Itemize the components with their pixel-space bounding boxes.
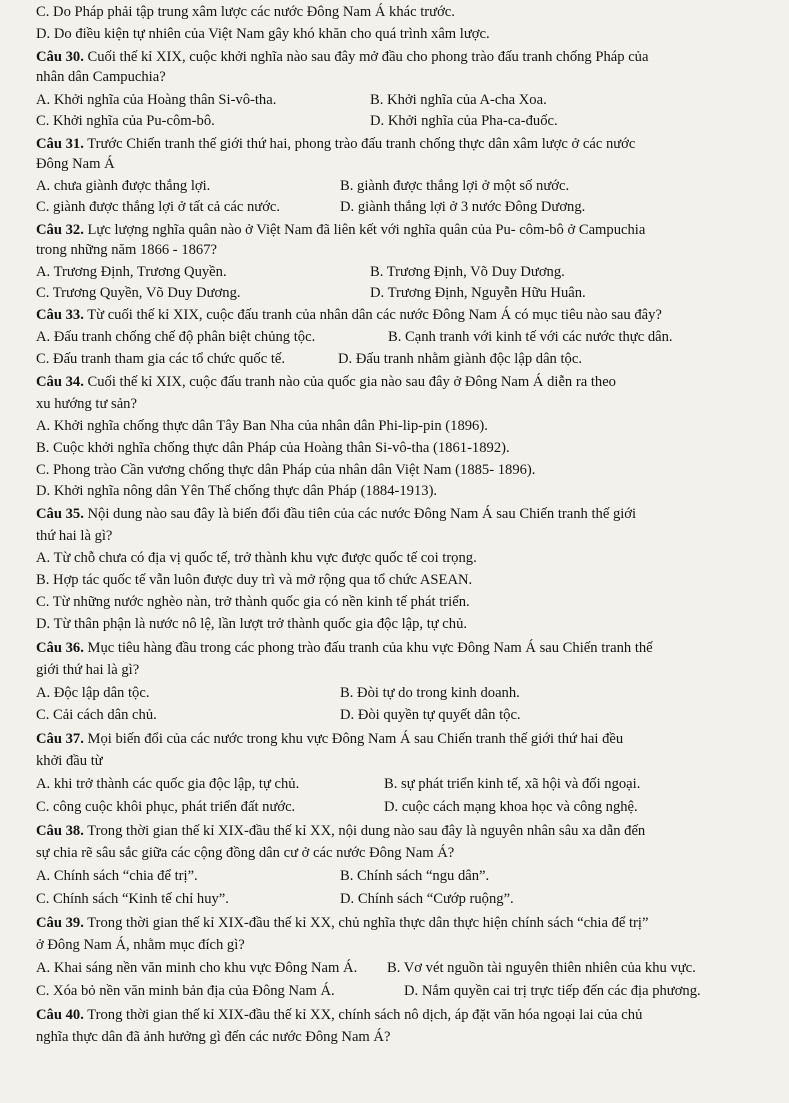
q29-option-c: C. Do Pháp phải tập trung xâm lược các nước Đông Nam Á khác trước. [36,4,455,20]
q33-option-b: B. Cạnh tranh với kinh tế với các nước thực dân. [388,329,673,345]
q33-number: Câu 33. [36,307,84,323]
q38-option-a: A. Chính sách “chia để trị”. [36,868,198,884]
q30-option-b: B. Khởi nghĩa của A-cha Xoa. [370,92,547,108]
q31-stem-line-2: Đông Nam Á [36,156,115,172]
q39-stem-line-1: Trong thời gian thế kỉ XIX-đầu thế kỉ XX, chủ nghĩa thực dân thực hiện chính sách “chia để trị” [87,915,649,931]
q39-stem-line-2: ở Đông Nam Á, nhằm mục đích gì? [36,937,245,953]
q34-stem-line-2: xu hướng tư sản? [36,396,137,412]
q37-stem [36,729,623,749]
q38-option-c: C. Chính sách “Kinh tế chỉ huy”. [36,891,229,907]
q31-stem [36,134,635,154]
q32-option-a: A. Trương Định, Trương Quyền. [36,264,227,280]
q32-option-d: D. Trương Định, Nguyễn Hữu Huân. [370,285,586,301]
q39-option-a: A. Khai sáng nền văn minh cho khu vực Đông Nam Á. [36,960,358,976]
q39-option-c: C. Xóa bỏ nền văn minh bản địa của Đông Nam Á. [36,983,335,999]
q31-stem-line-1: Trước Chiến tranh thế giới thứ hai, phong trào đấu tranh chống thực dân xâm lược ở các nước [87,136,636,152]
q33-option-a: A. Đấu tranh chống chế độ phân biệt chủng tộc. [36,329,316,345]
q37-option-b: B. sự phát triển kinh tế, xã hội và đối ngoại. [384,776,641,792]
q35-option-c: C. Từ những nước nghèo nàn, trở thành quốc gia có nền kinh tế phát triển. [36,594,470,610]
q33-option-d: D. Đấu tranh nhằm giành độc lập dân tộc. [338,351,582,367]
q29-option-d: D. Do điều kiện tự nhiên của Việt Nam gây khó khăn cho quá trình xâm lược. [36,26,490,42]
q32-option-b: B. Trương Định, Võ Duy Dương. [370,264,565,280]
q30-option-c: C. Khởi nghĩa của Pu-côm-bô. [36,113,215,129]
q33-stem [36,305,662,325]
q37-stem-line-1: Mọi biến đổi của các nước trong khu vực Đông Nam Á sau Chiến tranh thế giới thứ hai đều [87,731,624,747]
q35-stem-line-2: thứ hai là gì? [36,528,113,544]
q34-option-a: A. Khởi nghĩa chống thực dân Tây Ban Nha của nhân dân Phi-lip-pin (1896). [36,418,488,434]
q33-stem-line-1: Từ cuối thế kỉ XIX, cuộc đấu tranh của nhân dân các nước Đông Nam Á có mục tiêu nào sau đây? [87,307,662,323]
q39-number: Câu 39. [36,915,84,931]
q32-number: Câu 32. [36,222,84,238]
q30-option-d: D. Khởi nghĩa của Pha-ca-đuốc. [370,113,558,129]
q36-option-a: A. Độc lập dân tộc. [36,685,150,701]
q38-option-b: B. Chính sách “ngu dân”. [340,868,490,884]
q30-stem-line-1: Cuối thế kỉ XIX, cuộc khởi nghĩa nào sau đây mở đầu cho phong trào đấu tranh chống Pháp của [87,49,649,65]
q36-number: Câu 36. [36,640,84,656]
q35-option-b: B. Hợp tác quốc tế vẫn luôn được duy trì và mở rộng qua tổ chức ASEAN. [36,572,473,588]
q38-stem-line-1: Trong thời gian thế kỉ XIX-đầu thế kỉ XX, nội dung nào sau đây là nguyên nhân sâu xa dẫn đến [87,823,646,839]
q34-option-b: B. Cuộc khởi nghĩa chống thực dân Pháp của Hoàng thân Si-vô-tha (1861-1892). [36,440,510,456]
q35-number: Câu 35. [36,506,84,522]
q39-option-d: D. Nắm quyền cai trị trực tiếp đến các địa phương. [404,983,701,999]
q36-stem-line-1: Mục tiêu hàng đầu trong các phong trào đấu tranh của khu vực Đông Nam Á sau Chiến tranh thế [87,640,653,656]
q38-number: Câu 38. [36,823,84,839]
q31-option-d: D. giành thắng lợi ở 3 nước Đông Dương. [340,199,586,215]
q40-stem-line-2: nghĩa thực dân đã ảnh hưởng gì đến các nước Đông Nam Á? [36,1029,391,1045]
q36-stem [36,638,653,658]
q37-option-c: C. công cuộc khôi phục, phát triển đất nước. [36,799,296,815]
q34-number: Câu 34. [36,374,84,390]
q34-option-d: D. Khởi nghĩa nông dân Yên Thế chống thực dân Pháp (1884-1913). [36,483,438,499]
q37-option-a: A. khi trở thành các quốc gia độc lập, tự chủ. [36,776,300,792]
q36-option-d: D. Đòi quyền tự quyết dân tộc. [340,707,521,723]
q31-option-a: A. chưa giành được thắng lợi. [36,178,211,194]
q32-option-c: C. Trương Quyền, Võ Duy Dương. [36,285,241,301]
q37-number: Câu 37. [36,731,84,747]
q34-option-c: C. Phong trào Cần vương chống thực dân Pháp của nhân dân Việt Nam (1885- 1896). [36,462,536,478]
q30-number: Câu 30. [36,49,84,65]
q37-option-d: D. cuộc cách mạng khoa học và công nghệ. [384,799,638,815]
q30-stem-line-2: nhân dân Campuchia? [36,69,166,85]
q32-stem-line-1: Lực lượng nghĩa quân nào ở Việt Nam đã liên kết với nghĩa quân của Pu- côm-bô ở Campuchia [87,222,646,238]
q30-stem [36,47,648,67]
q35-stem [36,504,636,524]
q31-option-b: B. giành được thắng lợi ở một số nước. [340,178,570,194]
q40-number: Câu 40. [36,1007,84,1023]
q39-stem [36,913,648,933]
q40-stem-line-1: Trong thời gian thế kỉ XIX-đầu thế kỉ XX, chính sách nô dịch, áp đặt văn hóa ngoại lai của chủ [87,1007,643,1023]
q38-stem-line-2: sự chia rẽ sâu sắc giữa các cộng đồng dân cư ở các nước Đông Nam Á? [36,845,455,861]
q30-option-a: A. Khởi nghĩa của Hoàng thân Si-vô-tha. [36,92,277,108]
q32-stem [36,220,645,240]
q34-stem [36,372,616,392]
q35-option-d: D. Từ thân phận là nước nô lệ, lần lượt trở thành quốc gia độc lập, tự chủ. [36,616,468,632]
q36-option-b: B. Đòi tự do trong kinh doanh. [340,685,520,701]
q38-option-d: D. Chính sách “Cướp ruộng”. [340,891,514,907]
q31-option-c: C. giành được thắng lợi ở tất cả các nước. [36,199,281,215]
q38-stem [36,821,645,841]
q35-option-a: A. Từ chỗ chưa có địa vị quốc tế, trở thành khu vực được quốc tế coi trọng. [36,550,477,566]
q32-stem-line-2: trong những năm 1866 - 1867? [36,242,217,258]
q34-stem-line-1: Cuối thế kỉ XIX, cuộc đấu tranh nào của quốc gia nào sau đây ở Đông Nam Á diễn ra theo [87,374,616,390]
q39-option-b: B. Vơ vét nguồn tài nguyên thiên nhiên của khu vực. [387,960,696,976]
q40-stem [36,1005,642,1025]
q36-stem-line-2: giới thứ hai là gì? [36,662,140,678]
q35-stem-line-1: Nội dung nào sau đây là biến đổi đầu tiên của các nước Đông Nam Á sau Chiến tranh thế giới [87,506,637,522]
q31-number: Câu 31. [36,136,84,152]
q36-option-c: C. Cải cách dân chủ. [36,707,157,723]
q37-stem-line-2: khởi đầu từ [36,753,103,769]
q33-option-c: C. Đấu tranh tham gia các tổ chức quốc tế. [36,351,286,367]
